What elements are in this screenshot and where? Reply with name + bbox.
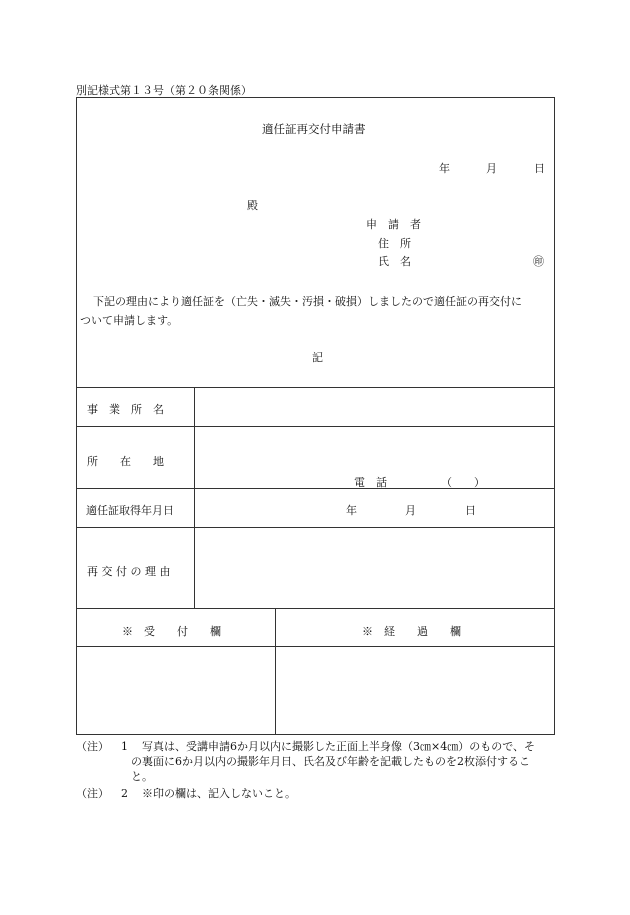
- acquired-date-label: 適任証取得年月日: [86, 504, 174, 517]
- ki-label: 記: [312, 351, 323, 364]
- body-text-line-1: 下記の理由により適任証を（亡失・滅失・汚損・破損）しましたので適任証の再交付に: [93, 295, 522, 308]
- divider: [76, 426, 555, 427]
- note-1-line-1: 写真は、受講申請6か月以内に撮影した正面上半身像（3㎝×4㎝）のもので、そ: [142, 740, 535, 753]
- note-1-marker: （注）: [76, 740, 109, 753]
- divider: [275, 608, 276, 735]
- note-1-line-3: と。: [131, 770, 153, 783]
- note-1-line-2: の裏面に6か月以内の撮影年月日、氏名及び年齢を記載したものを2枚添付するこ: [131, 755, 530, 768]
- note-1-number: 1: [121, 740, 128, 753]
- reason-label: 再 交 付 の 理 由: [87, 565, 171, 578]
- applicant-heading: 申 請 者: [366, 218, 421, 231]
- location-label: 所 在 地: [87, 455, 164, 468]
- phone-parentheses: （ ）: [441, 476, 485, 489]
- divider: [76, 608, 555, 609]
- acquired-year: 年: [346, 504, 357, 517]
- applicant-address-label: 住 所: [378, 237, 411, 250]
- date-month: 月: [486, 162, 497, 175]
- note-2-marker: （注）: [76, 787, 109, 800]
- divider: [76, 527, 555, 528]
- seal-icon: ㊞: [533, 255, 544, 268]
- form-title: 適任証再交付申請書: [262, 122, 366, 136]
- form-number: 別記様式第１３号（第２０条関係）: [76, 84, 252, 97]
- acquired-month: 月: [405, 504, 416, 517]
- divider: [76, 646, 555, 647]
- applicant-name-label: 氏 名: [378, 255, 411, 268]
- note-2-number: 2: [121, 787, 128, 800]
- divider: [76, 387, 555, 388]
- note-2-line-1: ※印の欄は、記入しないこと。: [142, 787, 296, 800]
- addressee-suffix: 殿: [247, 199, 258, 212]
- date-year: 年: [439, 162, 450, 175]
- phone-label: 電 話: [354, 476, 387, 489]
- office-name-label: 事 業 所 名: [87, 403, 164, 416]
- body-text-line-2: ついて申請します。: [80, 314, 179, 327]
- acquired-day: 日: [465, 504, 476, 517]
- reception-column-label: ※ 受 付 欄: [122, 625, 221, 638]
- progress-column-label: ※ 経 過 欄: [362, 625, 461, 638]
- date-day: 日: [534, 162, 545, 175]
- divider: [194, 387, 195, 608]
